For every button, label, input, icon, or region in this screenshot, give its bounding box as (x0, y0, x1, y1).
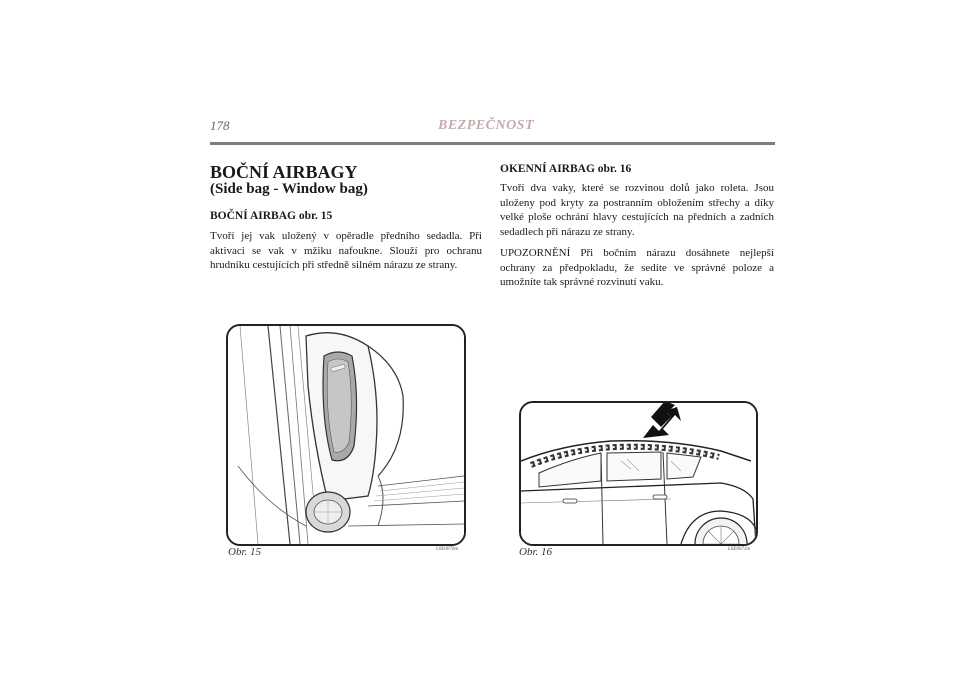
figure-16-caption: Obr. 16 (519, 546, 553, 558)
header-rule (210, 142, 775, 145)
warning-paragraph: UPOZORNĚNÍ Při bočním nárazu dosáhnete nejlepší ochrany za předpokladu, že sedíte ve správné poloze a umožníte tak správné rozvinutí vaku. (500, 247, 774, 288)
figure-15-caption: Obr. 15 (228, 546, 262, 558)
figure-16-code: L0E0071m (728, 547, 750, 552)
right-heading: OKENNÍ AIRBAG obr. 16 (500, 163, 632, 175)
page-number: 178 (210, 118, 230, 133)
figure-16 (519, 401, 758, 546)
seat-side-airbag-icon (228, 326, 464, 544)
page-title: BOČNÍ AIRBAGY (210, 162, 358, 182)
left-heading: BOČNÍ AIRBAG obr. 15 (210, 210, 333, 222)
right-paragraph: Tvoří dva vaky, které se rozvinou dolů jako roleta. Jsou uloženy pod kryty za postranním obložením střechy a díky velké ploše ochrání hlavy cestujících na předních a zadních sedadlech při nárazu ze strany. (500, 182, 774, 238)
section-title: BEZPEČNOST (438, 118, 535, 133)
car-window-airbag-icon (521, 403, 756, 544)
figure-15 (226, 324, 466, 546)
page-subtitle: (Side bag - Window bag) (210, 181, 368, 197)
left-paragraph: Tvoří jej vak uložený v opěradle předního sedadla. Při aktivaci se vak v mžiku nafoukne. Slouží pro ochranu hrudníku cestujících při středně silném nárazu ze strany. (210, 230, 482, 271)
figure-15-code: L0E0070m (436, 547, 458, 552)
